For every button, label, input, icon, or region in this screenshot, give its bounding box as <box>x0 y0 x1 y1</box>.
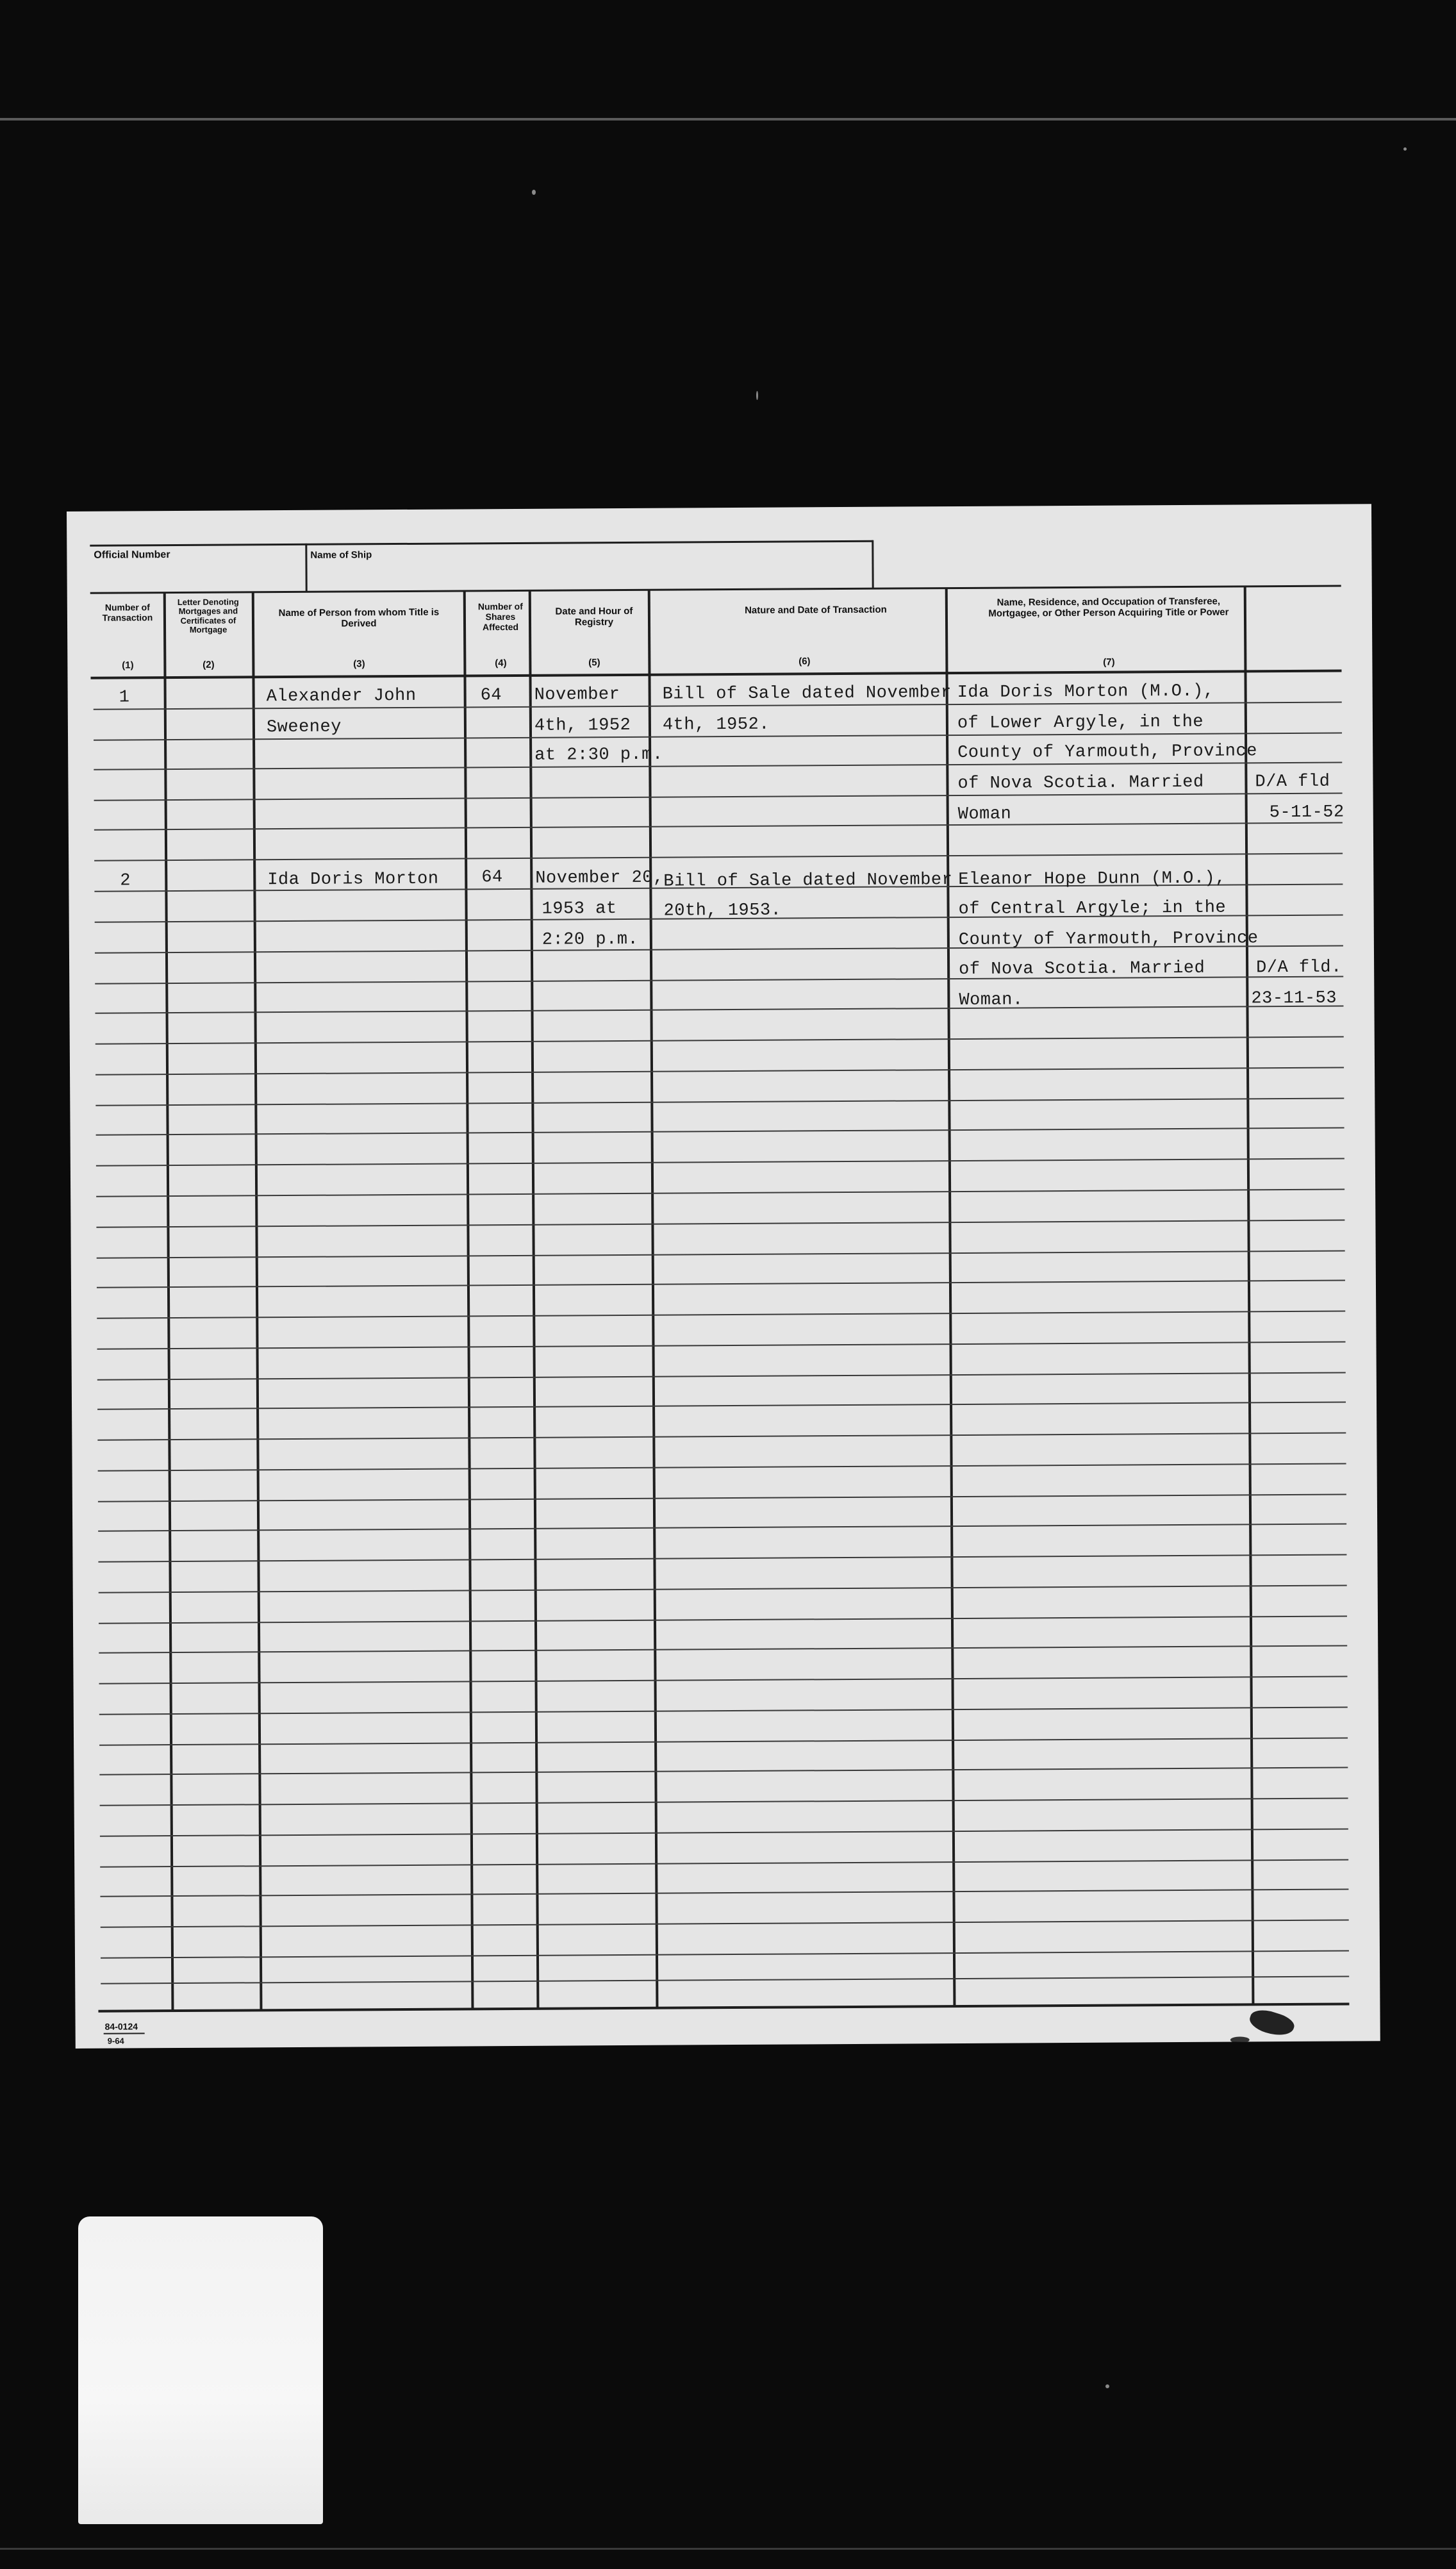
ruled-line <box>97 1280 1345 1288</box>
col4-header: Number of Shares Affected <box>477 601 523 633</box>
col5-header: Date and Hour of Registry <box>555 605 633 628</box>
ruled-line <box>96 1158 1344 1167</box>
film-edge-bottom <box>0 2548 1456 2550</box>
ruled-line <box>97 1433 1346 1441</box>
entry-acquirer-line: Eleanor Hope Dunn (M.O.), <box>958 869 1226 890</box>
form-code: 84-0124 <box>104 2021 138 2032</box>
film-speck <box>532 190 536 195</box>
film-leader-stub <box>78 2216 323 2524</box>
ruled-line <box>97 1402 1346 1410</box>
header-box-top-rule <box>90 540 873 547</box>
col-divider-1 <box>163 593 174 2011</box>
official-number-label: Official Number <box>94 549 170 561</box>
col-divider-6 <box>945 588 956 2006</box>
entry-acquirer-line: of Central Argyle; in the <box>958 898 1227 919</box>
entry-acquirer-line: of Nova Scotia. Married <box>957 772 1204 794</box>
ruled-line <box>94 762 1342 770</box>
ruled-line <box>101 1976 1349 1984</box>
ship-name-box-right <box>872 540 873 589</box>
ruled-line <box>96 1220 1344 1228</box>
ruled-line <box>100 1829 1348 1837</box>
entry-remark-line: 23-11-53 <box>1251 988 1337 1009</box>
entry-registry-line: 4th, 1952 <box>534 715 631 736</box>
ruled-line <box>95 1067 1344 1076</box>
film-edge-top <box>0 118 1456 121</box>
col-divider-3 <box>463 591 474 2009</box>
ruled-line <box>99 1676 1348 1684</box>
col1-header: Number of Transaction <box>102 602 153 623</box>
entry-registry-line: 2:20 p.m. <box>542 929 639 950</box>
film-speck <box>756 391 758 400</box>
col6-header: Nature and Date of Transaction <box>744 604 887 616</box>
entry-acquirer-line: of Nova Scotia. Married <box>959 958 1205 979</box>
ruled-line <box>95 1006 1344 1014</box>
col3-header: Name of Person from whom Title is Derived <box>278 606 440 629</box>
entry-remark-line: D/A fld <box>1255 772 1330 792</box>
ruled-line <box>98 1463 1346 1472</box>
ruled-line <box>100 1889 1348 1897</box>
entry-from-name-line: Sweeney <box>266 717 342 738</box>
entry-acquirer-line: Woman <box>957 804 1012 824</box>
entry-number: 1 <box>119 688 130 708</box>
form-code-underline <box>104 2033 145 2034</box>
entry-nature-line: 4th, 1952. <box>662 715 770 735</box>
entry-from-name-line: Alexander John <box>266 686 417 707</box>
entry-remark-line: 5-11-52 <box>1269 802 1344 823</box>
col6-number: (6) <box>798 656 811 667</box>
col1-number: (1) <box>122 660 134 671</box>
ruled-line <box>99 1585 1347 1593</box>
ruled-line <box>94 853 1343 861</box>
col-divider-7 <box>1244 586 1255 2004</box>
entry-acquirer-line: of Lower Argyle, in the <box>957 712 1204 733</box>
entry-nature-line: Bill of Sale dated November <box>663 870 953 892</box>
entry-shares: 64 <box>480 686 502 706</box>
header-bottom-rule <box>90 670 1341 679</box>
ruled-line <box>99 1738 1348 1746</box>
ship-name-box-left <box>305 544 307 592</box>
ruled-line <box>95 1036 1344 1045</box>
ruled-line <box>101 1920 1349 1928</box>
ruled-line <box>98 1524 1346 1532</box>
registry-form-sheet <box>67 504 1380 2049</box>
ruled-line <box>96 1189 1344 1197</box>
entry-shares: 64 <box>481 868 503 888</box>
col7-header: Name, Residence, and Occupation of Transferee, Mortgagee, or Other Person Acquiring Title or Power <box>988 595 1229 619</box>
ruled-line <box>99 1707 1348 1715</box>
entry-acquirer-line: Ida Doris Morton (M.O.), <box>957 681 1214 703</box>
film-speck <box>1105 2384 1109 2388</box>
ruled-line <box>96 1127 1344 1136</box>
ruled-line <box>97 1311 1345 1319</box>
ruled-line <box>97 1251 1345 1259</box>
col3-number: (3) <box>353 658 365 670</box>
ruled-line <box>94 793 1343 801</box>
film-speck <box>1403 147 1407 151</box>
table-bottom-rule <box>98 2003 1349 2013</box>
entry-nature-line: 20th, 1953. <box>663 901 782 921</box>
col-divider-5 <box>648 590 659 2008</box>
ruled-line <box>99 1645 1347 1654</box>
entry-nature-line: Bill of Sale dated November <box>662 683 952 704</box>
col-divider-4 <box>529 591 540 2009</box>
ruled-line <box>100 1798 1348 1806</box>
col7-number: (7) <box>1103 656 1115 668</box>
entry-acquirer-line: Woman. <box>959 990 1023 1010</box>
entry-registry-line: 1953 at <box>542 899 617 919</box>
entry-acquirer-line: County of Yarmouth, Province <box>957 742 1257 763</box>
ruled-line <box>99 1616 1347 1624</box>
form-date: 9-64 <box>107 2036 124 2046</box>
ruled-line <box>101 1950 1349 1959</box>
col2-number: (2) <box>203 659 215 670</box>
table-top-rule <box>90 585 1341 594</box>
col-divider-2 <box>252 592 263 2010</box>
entry-registry-line: November 20, <box>535 868 664 888</box>
ruled-line <box>98 1494 1346 1502</box>
ruled-line <box>99 1767 1348 1775</box>
ink-smudge <box>1247 2006 1296 2040</box>
entry-number: 2 <box>120 871 131 891</box>
entry-remark-line: D/A fld. <box>1256 958 1342 978</box>
ink-smudge <box>1230 2036 1250 2043</box>
name-of-ship-label: Name of Ship <box>310 549 372 561</box>
ruled-line <box>97 1372 1346 1381</box>
col4-number: (4) <box>495 658 507 669</box>
ruled-line <box>95 1098 1344 1106</box>
col2-header: Letter Denoting Mortgages and Certificates of Mortgage <box>177 597 239 635</box>
entry-acquirer-line: County of Yarmouth, Province <box>958 929 1259 950</box>
ruled-line <box>97 1342 1346 1350</box>
ruled-line <box>98 1554 1346 1563</box>
ruled-line <box>94 822 1343 831</box>
entry-registry-line: November <box>534 685 620 705</box>
entry-registry-line: at 2:30 p.m. <box>534 745 663 765</box>
ruled-line <box>100 1859 1348 1868</box>
entry-from-name-line: Ida Doris Morton <box>267 869 439 890</box>
col5-number: (5) <box>588 657 600 669</box>
